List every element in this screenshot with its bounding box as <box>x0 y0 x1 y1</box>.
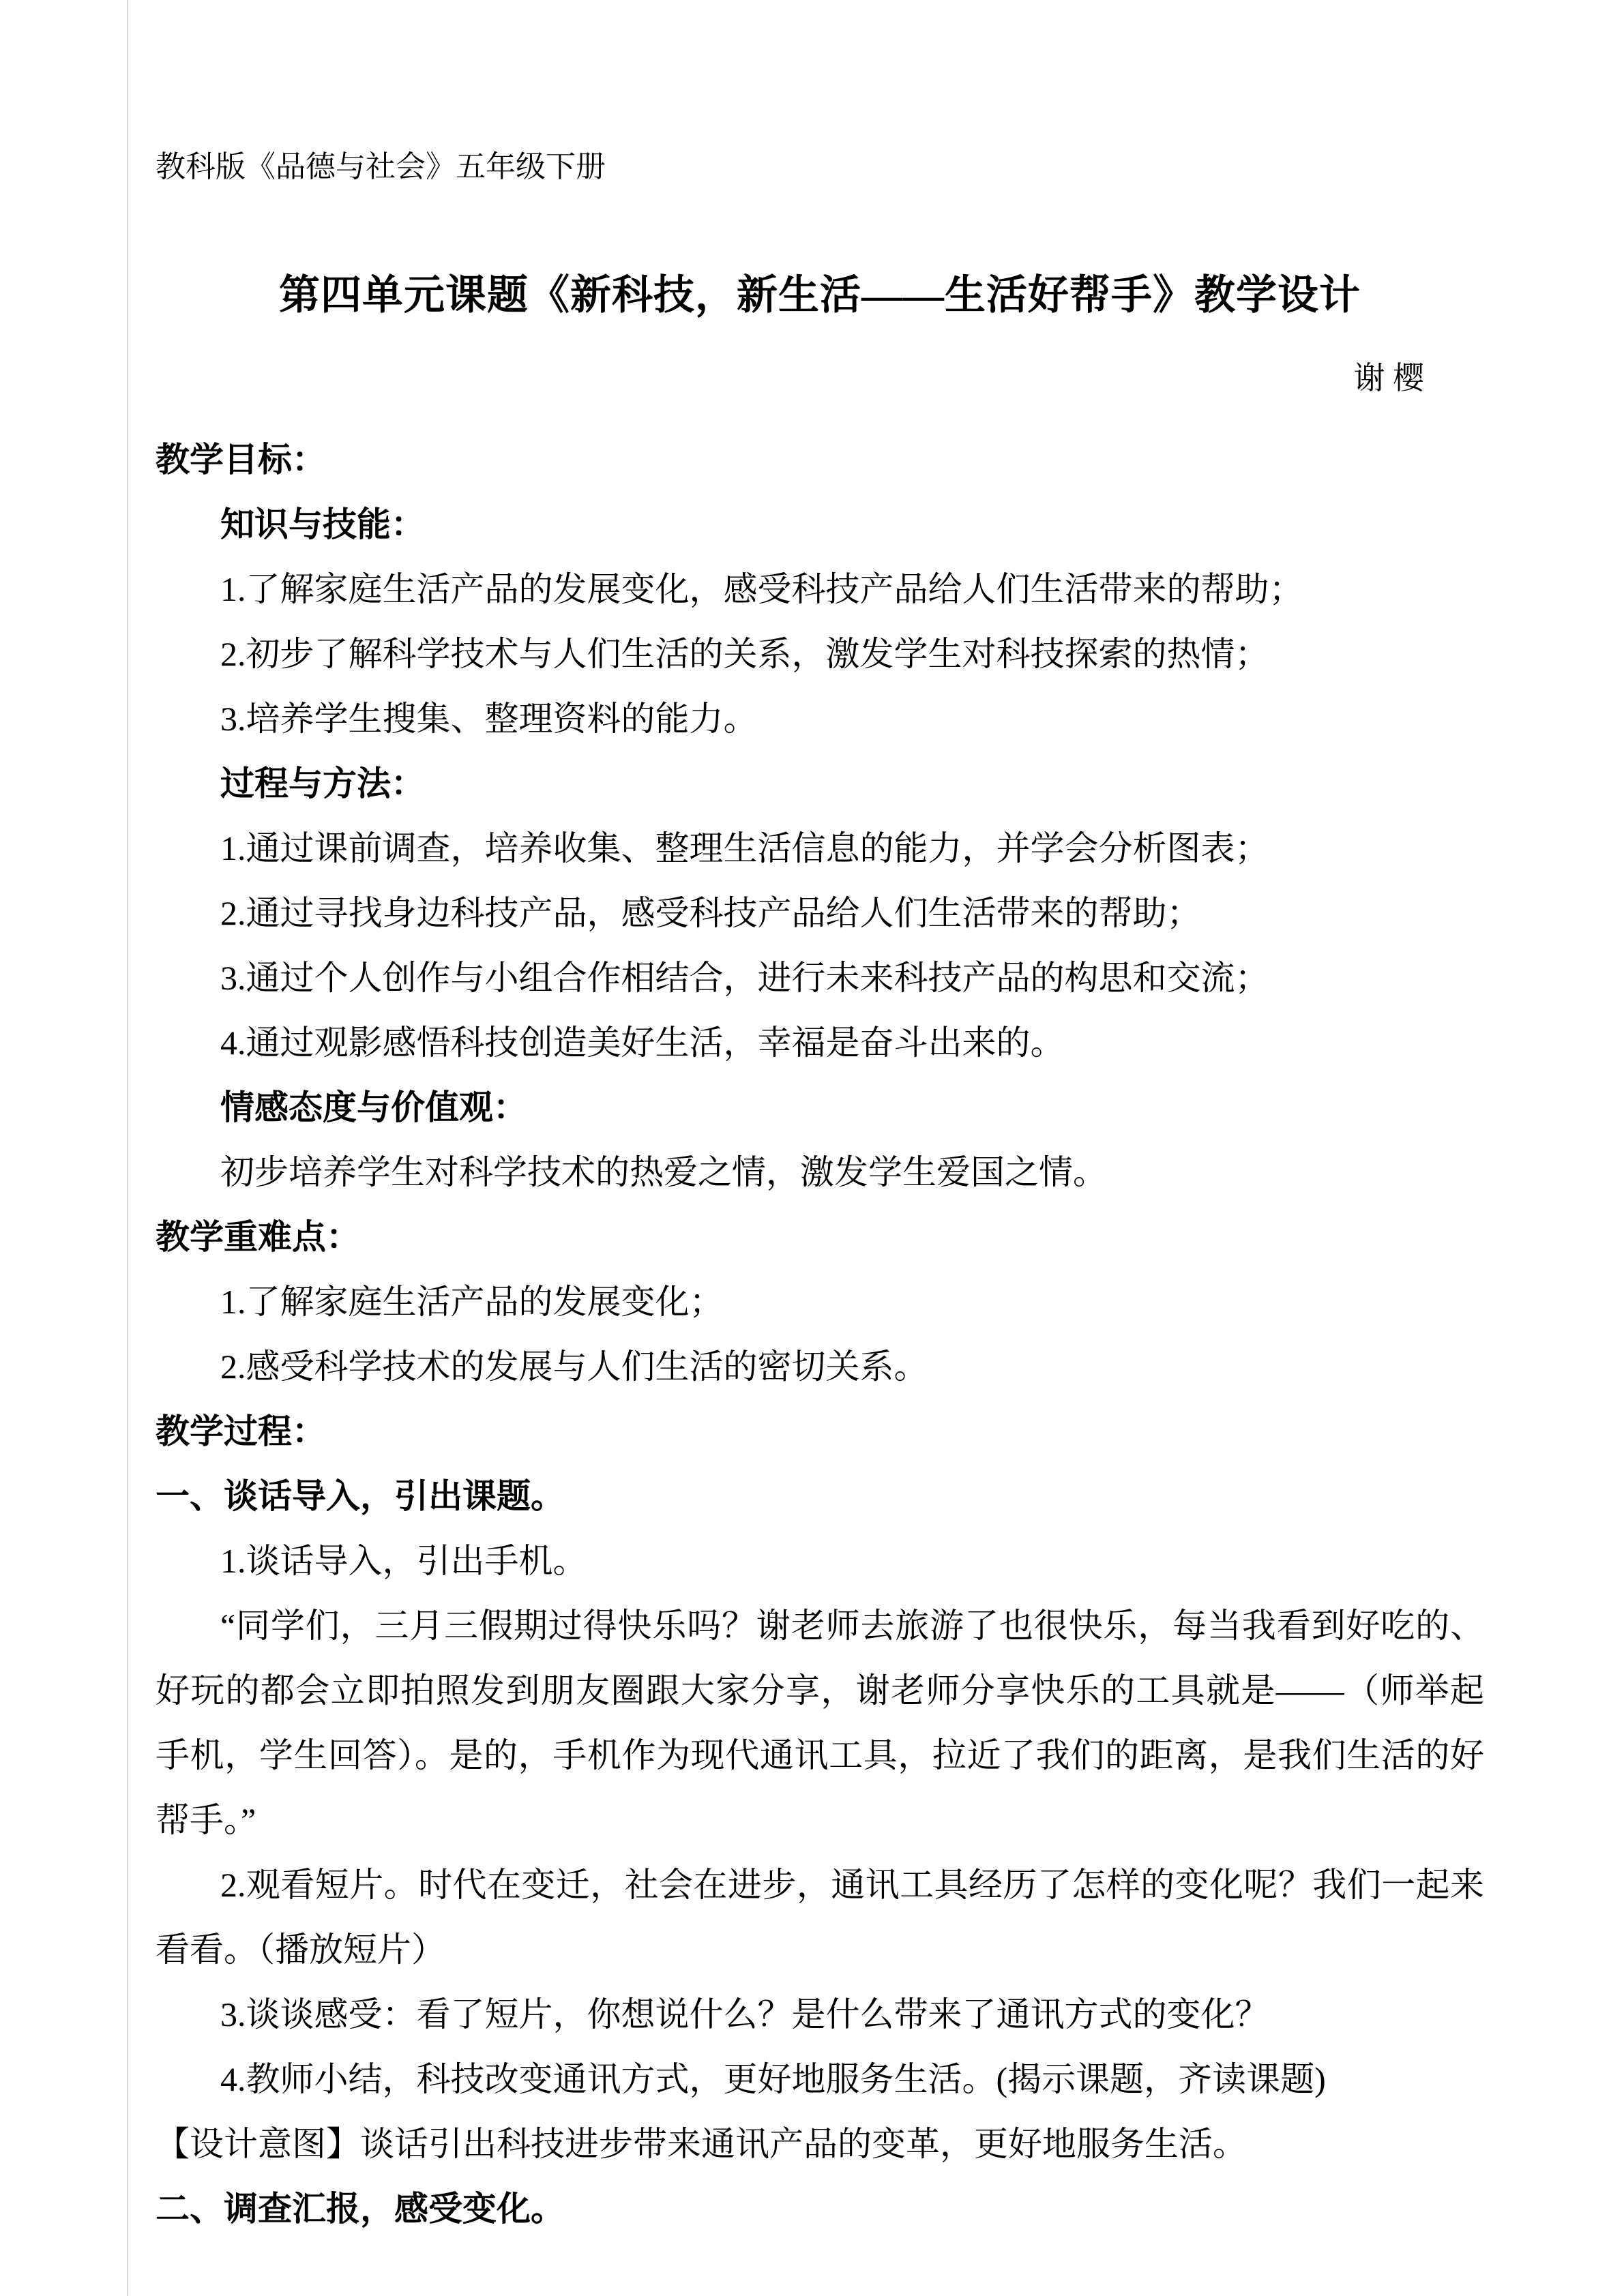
heading-teaching-process: 教学过程： <box>156 1412 326 1450</box>
section-one-heading: 一、谈话导入，引出课题。 <box>156 1477 565 1515</box>
heading-key-difficulties: 教学重难点： <box>156 1218 360 1256</box>
goal-item-3: 3.培养学生搜集、整理资料的能力。 <box>220 700 758 738</box>
page-edge-line <box>127 0 128 2296</box>
section-one-quote: “同学们，三月三假期过得快乐吗？谢老师去旅游了也很快乐，每当我看到好吃的、好玩的都会立即拍照发到朋友圈跟大家分享，谢老师分享快乐的工具就是——（师举起手机，学生回答）。是的，手机作为现代通讯工具，拉近了我们的距离，是我们生活的好帮手。” <box>156 1607 1484 1839</box>
goal-item-1: 1.了解家庭生活产品的发展变化，感受科技产品给人们生活带来的帮助； <box>220 570 1303 608</box>
method-item-1: 1.通过课前调查，培养收集、整理生活信息的能力，并学会分析图表； <box>220 829 1269 867</box>
section-one-step-2: 2.观看短片。时代在变迁，社会在进步，通讯工具经历了怎样的变化呢？我们一起来看看。（播放短片） <box>156 1866 1484 1969</box>
method-item-3: 3.通过个人创作与小组合作相结合，进行未来科技产品的构思和交流； <box>220 959 1269 997</box>
section-one-step-4: 4.教师小结，科技改变通讯方式，更好地服务生活。(揭示课题，齐读课题) <box>220 2060 1326 2098</box>
goal-item-2: 2.初步了解科学技术与人们生活的关系，激发学生对科技探索的热情； <box>220 635 1269 673</box>
doc-header-note: 教科版《品德与社会》五年级下册 <box>156 150 606 183</box>
doc-title: 第四单元课题《新科技，新生活——生活好帮手》教学设计 <box>279 273 1361 318</box>
emotion-values-text: 初步培养学生对科学技术的热爱之情，激发学生爱国之情。 <box>220 1153 1107 1191</box>
design-intent-note: 【设计意图】谈话引出科技进步带来通讯产品的变革，更好地服务生活。 <box>156 2125 1247 2163</box>
subheading-emotion-values: 情感态度与价值观： <box>220 1088 527 1127</box>
subheading-process-methods: 过程与方法： <box>220 764 425 803</box>
doc-author: 谢 樱 <box>1353 361 1424 396</box>
difficulty-item-1: 1.了解家庭生活产品的发展变化； <box>220 1283 724 1321</box>
section-two-heading: 二、调查汇报，感受变化。 <box>156 2190 565 2228</box>
heading-teaching-goals: 教学目标： <box>156 441 326 479</box>
doc-body <box>156 428 1484 2241</box>
subheading-knowledge-skills: 知识与技能： <box>220 505 425 543</box>
method-item-2: 2.通过寻找身边科技产品，感受科技产品给人们生活带来的帮助； <box>220 894 1201 932</box>
difficulty-item-2: 2.感受科学技术的发展与人们生活的密切关系。 <box>220 1347 928 1386</box>
method-item-4: 4.通过观影感悟科技创造美好生活，幸福是奋斗出来的。 <box>220 1024 1065 1062</box>
section-one-step-3: 3.谈谈感受：看了短片，你想说什么？是什么带来了通讯方式的变化？ <box>220 1995 1269 2033</box>
section-one-step-1: 1.谈话导入，引出手机。 <box>220 1542 587 1580</box>
